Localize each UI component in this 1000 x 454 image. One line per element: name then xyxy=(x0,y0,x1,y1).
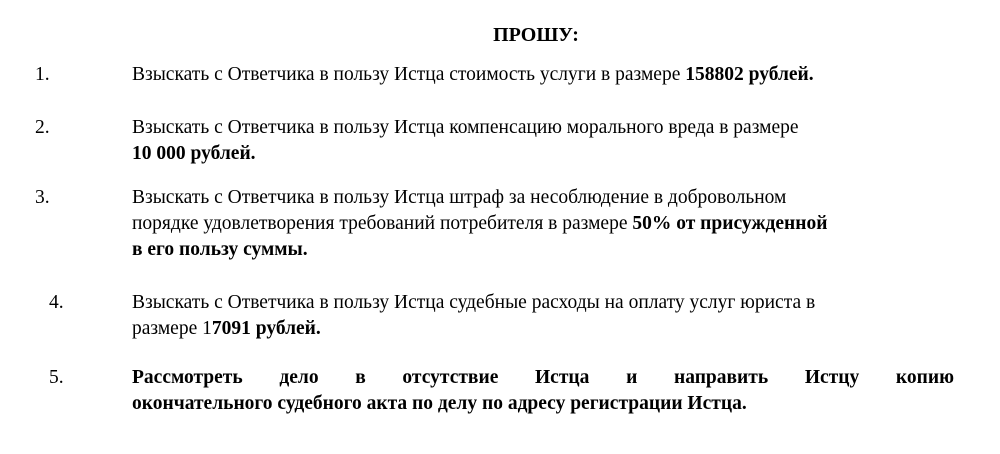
item-4-line-2: размере 1 xyxy=(132,318,212,339)
list-item-number: 3. xyxy=(35,187,50,208)
item-5-line-2: окончательного судебного акта по делу по адресу регистрации Истца. xyxy=(132,393,747,414)
item-1-amount: 158802 рублей. xyxy=(685,64,814,85)
list-item-number: 2. xyxy=(35,117,50,138)
list-item-text xyxy=(132,115,954,167)
item-2-amount: 10 000 рублей. xyxy=(132,143,256,164)
list-item-text xyxy=(132,62,954,88)
list-item-text xyxy=(132,365,954,417)
item-3-line-2: порядке удовлетворения требований потребителя в размере xyxy=(132,213,633,234)
list-item-number: 5. xyxy=(49,367,64,388)
item-3-line-3: в его пользу суммы. xyxy=(132,239,308,260)
item-1-text: Взыскать с Ответчика в пользу Истца стоимость услуги в размере xyxy=(132,64,686,85)
page-title: ПРОШУ: xyxy=(493,24,579,46)
item-4-line-1: Взыскать с Ответчика в пользу Истца судебные расходы на оплату услуг юриста в xyxy=(132,292,816,313)
list-item-number: 4. xyxy=(49,292,64,313)
item-3-amount: 50% от присужденной xyxy=(632,213,828,234)
list-item-number: 1. xyxy=(35,64,50,85)
list-item-text xyxy=(132,290,954,342)
item-3-line-1: Взыскать с Ответчика в пользу Истца штраф за несоблюдение в добровольном xyxy=(132,187,787,208)
item-2-text: Взыскать с Ответчика в пользу Истца компенсацию морального вреда в размере xyxy=(132,117,799,138)
item-4-amount: 7091 рублей. xyxy=(211,318,321,339)
item-5-line-1: Рассмотреть дело в отсутствие Истца и направить Истцу копию xyxy=(132,367,954,388)
list-item-text xyxy=(132,185,954,263)
